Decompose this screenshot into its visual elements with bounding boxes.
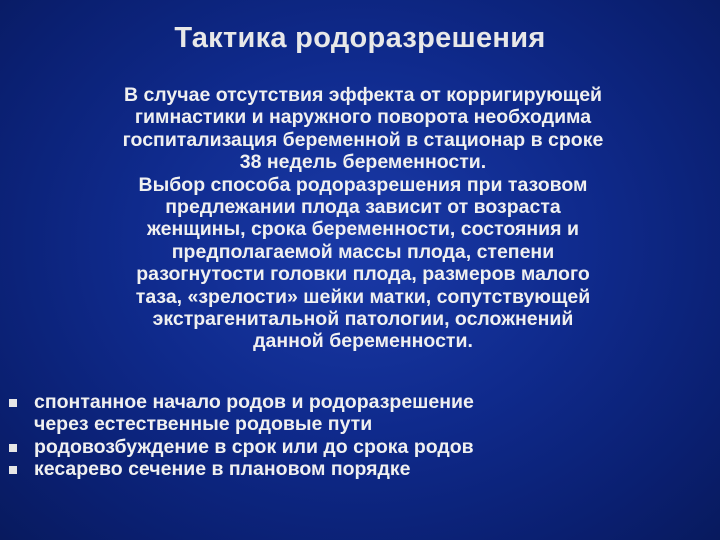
square-bullet-icon	[9, 444, 17, 452]
list-item	[0, 391, 720, 436]
slide-title: Тактика родоразрешения	[174, 22, 546, 54]
list-item	[0, 436, 720, 458]
square-bullet-icon	[9, 399, 17, 407]
list-item	[0, 458, 720, 480]
paragraph-delivery-choice: Выбор способа родоразрешения при тазовом предлежании плода зависит от возраста женщины, срока беременности, состояния и предполагаемой массы плода, степени разогнутости головки плода, размеров малого таза, «зрелости» шейки матки, сопутствующей экстрагенитальной патологии, осложнений данной беременности.	[135, 173, 591, 353]
list-item-text: кесарево сечение в плановом порядке	[34, 458, 411, 481]
slide-body	[36, 84, 690, 353]
list-item-text: спонтанное начало родов и родоразрешение через естественные родовые пути	[34, 391, 474, 436]
paragraph-hospitalization: В случае отсутствия эффекта от корригирующей гимнастики и наружного поворота необходима госпитализация беременной в стационар в сроке 38 недель беременности.	[122, 84, 604, 174]
list-item-text: родовозбуждение в срок или до срока родов	[34, 435, 474, 458]
square-bullet-icon	[9, 466, 17, 474]
delivery-options-list	[0, 391, 720, 481]
